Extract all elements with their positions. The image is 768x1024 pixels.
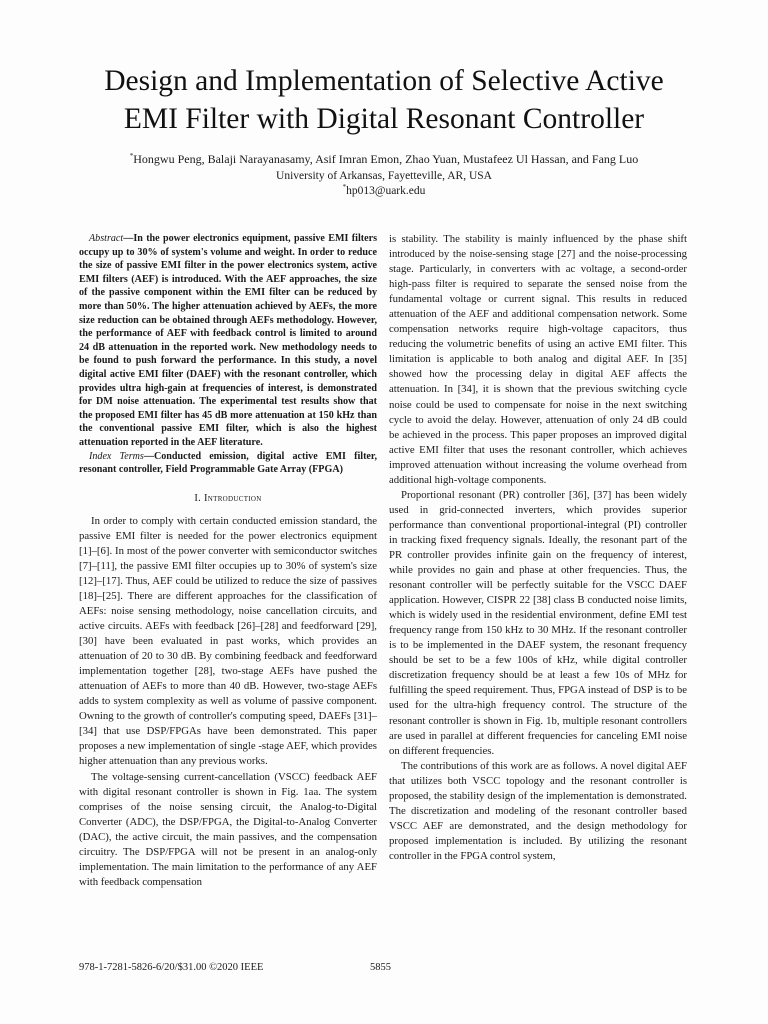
affiliation: University of Arkansas, Fayetteville, AR, USA	[276, 170, 492, 182]
email-line	[40, 184, 728, 199]
index-terms-label: Index Terms	[89, 450, 144, 462]
copyright-notice: 978-1-7281-5826-6/20/$31.00 ©2020 IEEE	[79, 962, 264, 973]
title-line-1: Design and Implementation of Selective Active	[104, 65, 664, 97]
author-names: Hongwu Peng, Balaji Narayanasamy, Asif Imran Emon, Zhao Yuan, Mustafeez Ul Hassan, and Fang Luo	[133, 152, 639, 166]
index-terms-text: —Conducted emission, digital active EMI filter, resonant controller, Field Programmable Gate Array (FPGA)	[79, 450, 377, 476]
left-column	[79, 232, 377, 890]
page-number: 5855	[370, 962, 391, 973]
index-terms	[79, 450, 377, 477]
author-email: hp013@uark.edu	[346, 185, 426, 197]
author-mark: *	[129, 152, 134, 160]
email-mark: *	[342, 183, 347, 191]
section-heading: I. Introduction	[194, 492, 262, 504]
abstract-label: Abstract	[89, 233, 124, 244]
right-column	[389, 232, 687, 864]
intro-paragraph-5: The contributions of this work are as follows. A novel digital AEF that utilizes both VSCC topology and the resonant controller is proposed, the stability design of the implementation is demonstrated. The discretization and modeling of the resonant controller based VSCC AEF are demonstrated, and the design methodology for proposed implementation is included. By utilizing the resonant controller in the FPGA control system,	[389, 759, 687, 862]
intro-paragraph-1: In order to comply with certain conducted emission standard, the passive EMI filter is needed for the power electronics equipment [1]–[6]. In most of the power converter with semiconductor switches [7]–[11], the passive EMI filter occupies up to 30% of system's size [12]–[17]. Thus, AEF could be utilized to reduce the size of passives [18]–[25]. There are different approaches for the classification of AEFs: noise sensing methodology, noise cancellation circuits, and active circuits. AEFs with feedback [26]–[28] and feedforward [29], [30] have been evaluated in past works, which provides an attenuation of 20 to 30 dB. By combining feedback and feedforward implementation together [28], two-stage AEFs have pushed the attenuation of AEFs to more than 40 dB. However, two-stage AEFs adds to system complexity as well as volume of passive component. Owning to the growth of controller's computing speed, DAEFs [31]–[34] that use DSP/FPGAs have been demonstrated. This paper proposes a new implementation of single -stage AEF, which provides higher attenuation than any previous works.	[79, 514, 377, 768]
paper-title	[40, 62, 728, 138]
title-line-2: EMI Filter with Digital Resonant Controller	[123, 103, 645, 135]
intro-paragraph-4: Proportional resonant (PR) controller [36], [37] has been widely used in grid-connected inverters, which provides superior performance than conventional proportional-integral (PI) controller in tracking fixed frequency signals. Ideally, the resonant part of the PR controller provides infinite gain on the frequency of interest, while provides no gain and phase at other frequencies. Thus, the resonant controller will be perfectly suitable for the VSCC DAEF application. However, CISPR 22 [38] class B conducted noise limits, which is widely used in the residential environment, define EMI test frequency range from 150 kHz to 30 MHz. If the resonant controller is to be implemented in the DAEF system, the resonant frequency should be set to be a few 100s of kHz, while digital controller discretization frequency should be at least a few 10s of MHz for fulfilling the speed requirement. Thus, FPGA instead of DSP is to be used for the ultra-high frequency control. The structure of the resonant controller is shown in Fig. 1b, multiple resonant controllers are used in parallel at different frequencies for canceling EMI noise on different frequencies.	[389, 488, 687, 757]
abstract	[79, 232, 377, 450]
abstract-text: —In the power electronics equipment, passive EMI filters occupy up to 30% of system's volume and weight. In order to reduce the size of passive EMI filter in the power electronics system, active EMI filters (AEF) is introduced. With the AEF approaches, the size of the passive component within the EMI filter can be reduced by more than 50%. The higher attenuation achieved by AEFs, the more size reduction can be obtained through AEFs methodology. However, the performance of AEF with feedback control is limited to around 24 dB attenuation in the reported work. New methodology needs to be found to push forward the performance. In this study, a novel digital active EMI filter (DAEF) with the resonant controller, which provides ultra high-gain at frequencies of interest, is demonstrated for DM noise attenuation. The experimental test results show that the proposed EMI filter has 45 dB more attenuation at 150 kHz than the conventional passive EMI filter, which is also the highest attenuation reported in the AEF literature.	[79, 233, 377, 448]
intro-paragraph-3: is stability. The stability is mainly influenced by the phase shift introduced by the noise-sensing stage [27] and the noise-processing stage. Particularly, in converters with ac voltage, a second-order high-pass filter is required to separate the sensed noise from the fundamental voltage or current signal. This results in reduced attenuation of the AEF and additional compensation network. Some compensation networks require high-voltage capacitors, thus reducing the volumetric benefits of using an active EMI filter. This limitation is applicable to both analog and digital AEF. In [35] showed how the processing delay in digital AEF affects the attenuation. In [34], it is shown that the previous switching cycle noise could be used to compensate for noise in the next switching cycle to avoid the delay. However, attenuation of only 24 dB could be achieved in the process. This paper proposes an improved digital active EMI filter that uses the resonant controller, which achieves improved attenuation without increasing the volume overhead from additional high-voltage components.	[389, 233, 687, 486]
author-list	[40, 151, 728, 167]
intro-paragraph-2: The voltage-sensing current-cancellation (VSCC) feedback AEF with digital resonant controller is shown in Fig. 1aa. The system comprises of the noise sensing circuit, the Analog-to-Digital Converter (ADC), the DSP/FPGA, the Digital-to-Analog Converter (DAC), the active circuit, the main passives, and the compensation circuitry. The DSP/FPGA will not be present in an analog-only implementation. The main limitation to the performance of any AEF with feedback compensation	[79, 770, 377, 888]
